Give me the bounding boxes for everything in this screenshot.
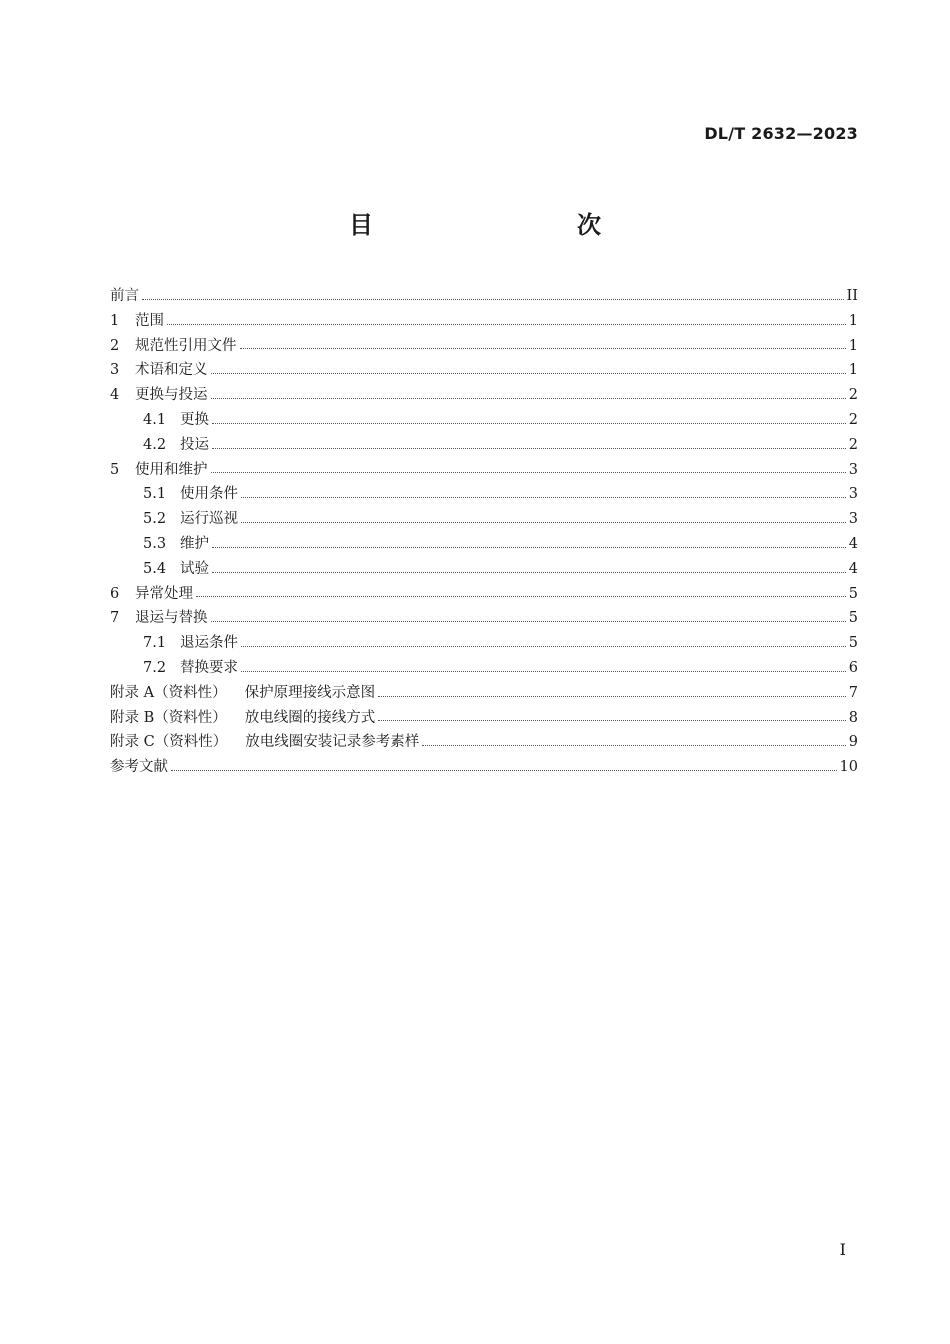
dot-leader	[167, 324, 846, 325]
toc-entry-number: 7	[110, 610, 120, 627]
toc-entry[interactable]	[110, 706, 858, 731]
toc-entry-number: 6	[110, 585, 120, 602]
dot-leader	[211, 398, 846, 399]
toc-entry-appendix: 附录 B（资料性）	[110, 709, 227, 726]
toc-entry-label: 维护	[180, 535, 209, 552]
page-title: 目 次	[349, 211, 653, 239]
table-of-contents	[110, 284, 858, 780]
dot-leader	[241, 646, 846, 647]
toc-entry-page: 5	[848, 585, 858, 602]
toc-entry-number: 4	[110, 387, 120, 404]
dot-leader	[211, 472, 846, 473]
dot-leader	[211, 373, 846, 374]
toc-entry[interactable]	[110, 507, 858, 532]
toc-entry-number: 4.2	[143, 436, 167, 453]
toc-entry-label: 试验	[180, 560, 209, 577]
toc-entry-label: 替换要求	[180, 659, 238, 676]
toc-entry[interactable]	[110, 730, 858, 755]
toc-entry-number: 5	[110, 461, 120, 478]
toc-entry-label: 放电线圈的接线方式	[244, 709, 376, 726]
dot-leader	[378, 696, 846, 697]
toc-entry-label: 异常处理	[135, 585, 193, 602]
toc-entry[interactable]	[110, 631, 858, 656]
toc-entry[interactable]	[110, 433, 858, 458]
dot-leader	[241, 497, 846, 498]
toc-entry-number: 7.1	[143, 635, 167, 652]
toc-entry-number: 5.4	[143, 560, 167, 577]
toc-entry-number: 5.3	[143, 535, 167, 552]
dot-leader	[212, 423, 846, 424]
toc-entry[interactable]	[110, 334, 858, 359]
toc-entry-label: 参考文献	[110, 759, 168, 776]
toc-entry[interactable]	[110, 383, 858, 408]
toc-entry-page: 2	[848, 436, 858, 453]
toc-entry[interactable]	[110, 532, 858, 557]
toc-entry[interactable]	[110, 755, 858, 780]
toc-entry-page: 6	[848, 659, 858, 676]
toc-entry-page: 1	[848, 337, 858, 354]
toc-entry[interactable]	[110, 557, 858, 582]
page-number: I	[839, 1240, 846, 1259]
toc-entry-number: 3	[110, 362, 120, 379]
toc-entry-label: 使用条件	[180, 486, 238, 503]
toc-entry-label: 投运	[180, 436, 209, 453]
toc-entry-number: 1	[110, 312, 120, 329]
toc-entry[interactable]	[110, 284, 858, 309]
dot-leader	[378, 720, 846, 721]
toc-entry-page: 8	[848, 709, 858, 726]
toc-entry-page: 2	[848, 387, 858, 404]
toc-entry-label: 保护原理接线示意图	[244, 684, 376, 701]
toc-entry[interactable]	[110, 582, 858, 607]
toc-entry-label: 术语和定义	[135, 362, 208, 379]
toc-entry[interactable]	[110, 681, 858, 706]
toc-entry-label: 运行巡视	[180, 511, 238, 528]
toc-entry-label: 规范性引用文件	[135, 337, 237, 354]
toc-entry-label: 前言	[110, 288, 139, 304]
toc-entry-page: 4	[848, 560, 858, 577]
toc-entry-page: 5	[848, 635, 858, 652]
toc-entry-number: 5.2	[143, 511, 167, 528]
toc-entry-page: 4	[848, 535, 858, 552]
dot-leader	[422, 745, 846, 746]
toc-entry-page: 10	[839, 759, 858, 776]
toc-entry[interactable]	[110, 458, 858, 483]
toc-entry-page: 2	[848, 411, 858, 428]
toc-entry[interactable]	[110, 606, 858, 631]
toc-entry[interactable]	[110, 358, 858, 383]
dot-leader	[241, 522, 846, 523]
toc-entry-label: 更换	[180, 411, 209, 428]
toc-entry-page: 5	[848, 610, 858, 627]
toc-entry[interactable]	[110, 408, 858, 433]
toc-entry-page: 1	[848, 312, 858, 329]
toc-entry-page: 3	[848, 461, 858, 478]
dot-leader	[171, 770, 837, 771]
toc-entry-number: 2	[110, 337, 120, 354]
toc-entry-page: 1	[848, 362, 858, 379]
toc-entry-appendix: 附录 C（资料性）	[110, 734, 228, 751]
toc-entry-page: 3	[848, 511, 858, 528]
dot-leader	[212, 547, 846, 548]
toc-entry-page: 3	[848, 486, 858, 503]
toc-entry-number: 5.1	[143, 486, 167, 503]
toc-entry-label: 放电线圈安装记录参考素样	[245, 734, 420, 751]
toc-entry[interactable]	[110, 656, 858, 681]
dot-leader	[241, 671, 846, 672]
dot-leader	[211, 621, 846, 622]
dot-leader	[212, 572, 846, 573]
toc-entry-label: 使用和维护	[135, 461, 208, 478]
toc-entry-number: 4.1	[143, 411, 167, 428]
dot-leader	[240, 348, 846, 349]
dot-leader	[196, 596, 846, 597]
toc-entry-number: 7.2	[143, 659, 167, 676]
toc-entry-page: 7	[848, 684, 858, 701]
toc-entry-label: 范围	[135, 312, 164, 329]
toc-entry-appendix: 附录 A（资料性）	[110, 684, 227, 701]
toc-entry-label: 更换与投运	[135, 387, 208, 404]
document-code: DL/T 2632—2023	[704, 124, 858, 143]
dot-leader	[212, 448, 846, 449]
dot-leader	[142, 299, 844, 300]
toc-entry-page: II	[846, 288, 858, 304]
toc-entry[interactable]	[110, 309, 858, 334]
toc-entry-page: 9	[848, 734, 858, 751]
toc-entry[interactable]	[110, 482, 858, 507]
toc-entry-label: 退运与替换	[135, 610, 208, 627]
toc-entry-label: 退运条件	[180, 635, 238, 652]
